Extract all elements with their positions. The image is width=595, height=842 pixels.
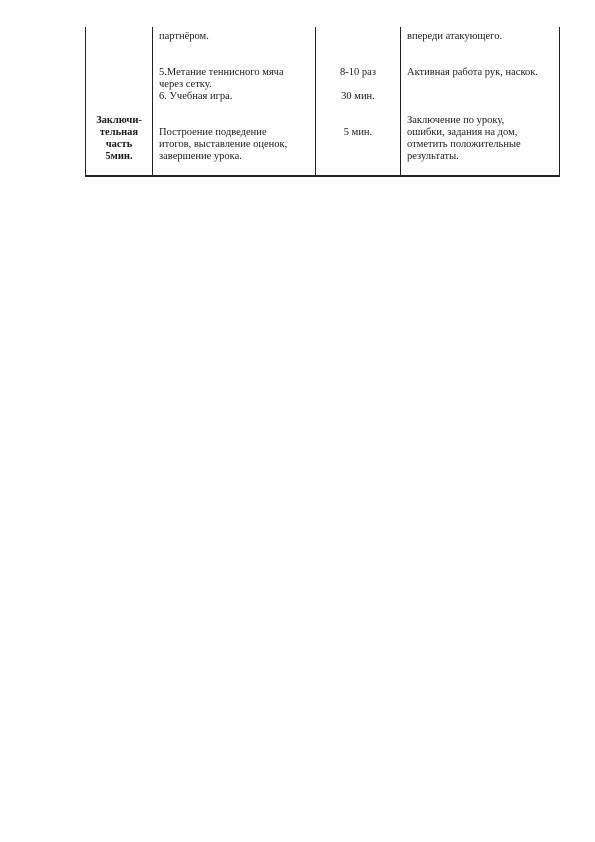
content-prev-tail: партнёром. (159, 31, 209, 42)
dosage-item6: 30 мин. (341, 91, 375, 102)
section-duration: 5мин. (105, 151, 133, 162)
dosage-final: 5 мин. (343, 127, 373, 138)
content-final-line2: итогов, выставление оценок, (159, 139, 288, 150)
content-final-line1: Построение подведение (159, 127, 267, 138)
notes-cell (401, 27, 560, 176)
lesson-plan-table (85, 27, 560, 177)
notes-final-line3: отметить положительные (407, 139, 521, 150)
section-title: Заключи-тельная часть (96, 115, 142, 150)
notes-final-line1: Заключение по уроку, (407, 115, 505, 126)
content-item5-line2: через сетку. (159, 79, 212, 90)
content-item5-line1: 5.Метание теннисного мяча (159, 67, 284, 78)
section-cell (86, 27, 153, 176)
dosage-item5: 8-10 раз (340, 67, 376, 78)
content-cell (153, 27, 316, 176)
dosage-cell (316, 27, 401, 176)
table-row (86, 27, 560, 176)
content-item6: 6. Учебная игра. (159, 91, 233, 102)
notes-final-line4: результаты. (407, 151, 459, 162)
notes-prev-tail: впереди атакующего. (407, 31, 503, 42)
notes-final-line2: ошибки, задания на дом, (407, 127, 518, 138)
content-final-line3: завершение урока. (159, 151, 242, 162)
notes-item5: Активная работа рук, наскок. (407, 67, 539, 78)
